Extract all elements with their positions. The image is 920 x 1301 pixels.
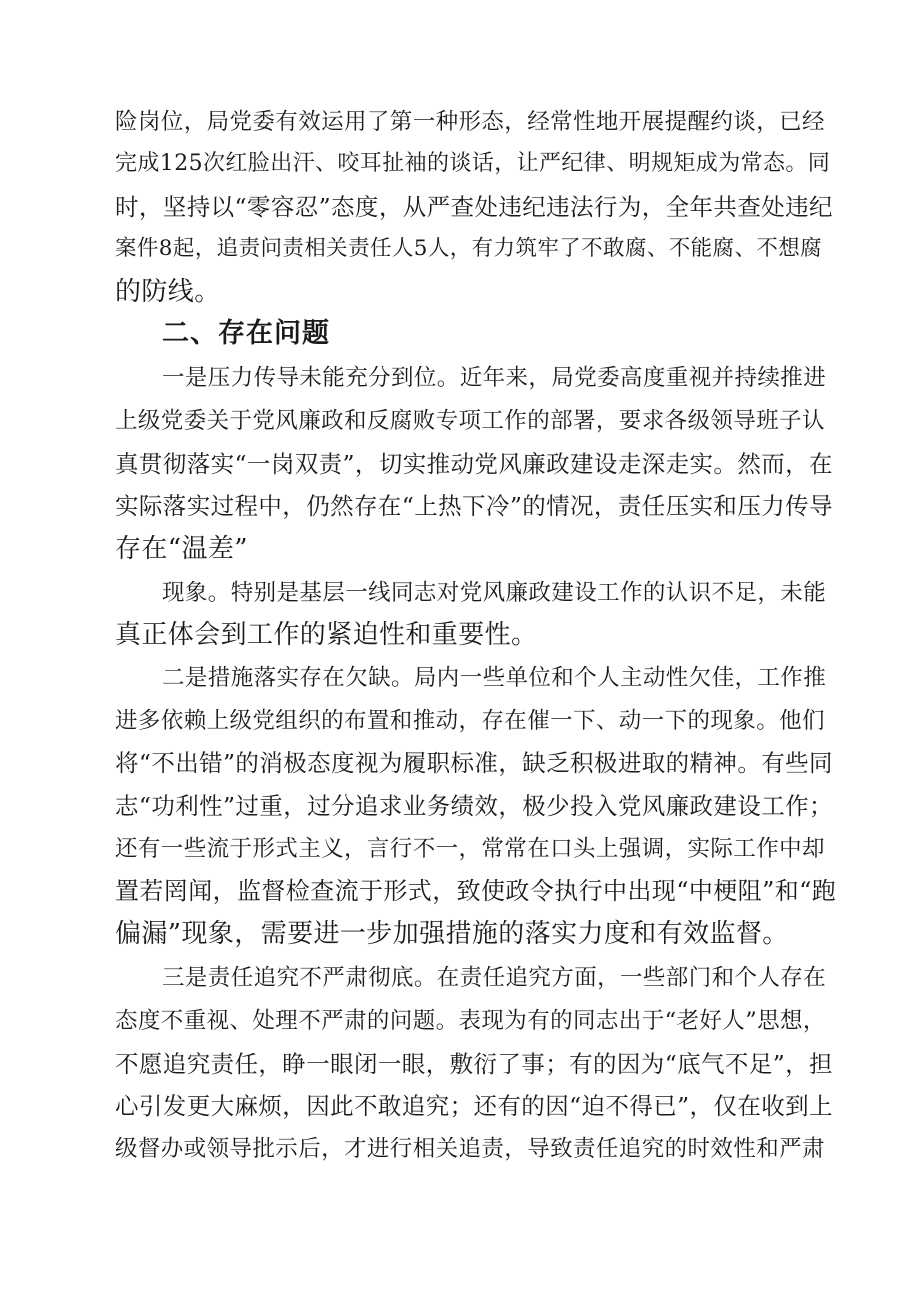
body-text-line: 存在“温差” bbox=[115, 534, 248, 564]
body-text-line: 不愿追究责任，睁一眼闭一眼，敷衍了事；有的因为“底气不足”，担 bbox=[115, 1050, 833, 1078]
body-text-line: 一是压力传导未能充分到位。近年来，局党委高度重视并持续推进 bbox=[162, 365, 827, 391]
body-text-line: 的防线。 bbox=[115, 277, 221, 307]
body-text-line: 险岗位，局党委有效运用了第一种形态，经常性地开展提醒约谈，已经 bbox=[115, 109, 825, 135]
body-text-line: 偏漏”现象，需要进一步加强措施的落实力度和有效监督。 bbox=[115, 919, 789, 949]
body-text-line: 真正体会到工作的紧迫性和重要性。 bbox=[115, 620, 538, 650]
body-text-line: 时，坚持以“零容忍”态度，从严查处违纪违法行为，全年共查处违纪 bbox=[115, 193, 833, 221]
body-text-line: 案件8起，追责问责相关责任人5人，有力筑牢了不敢腐、不能腐、不想腐 bbox=[115, 236, 823, 261]
body-text-line: 志“功利性”过重，过分追求业务绩效，极少投入党风廉政建设工作； bbox=[115, 792, 833, 820]
body-text-line: 进多依赖上级党组织的布置和推动，存在催一下、动一下的现象。他们 bbox=[115, 708, 825, 734]
section-heading: 二、存在问题 bbox=[162, 318, 330, 349]
body-text-line: 实际落实过程中，仍然存在“上热下冷”的情况，责任压实和压力传导 bbox=[115, 492, 833, 520]
body-text-line: 二是措施落实存在欠缺。局内一些单位和个人主动性欠佳，工作推 bbox=[162, 665, 827, 691]
body-text-line: 真贯彻落实“一岗双责”，切实推动党风廉政建设走深走实。然而，在 bbox=[115, 450, 833, 478]
body-text-line: 完成125次红脸出汗、咬耳扯袖的谈话，让严纪律、明规矩成为常态。同 bbox=[115, 151, 831, 176]
body-text-line: 还有一些流于形式主义，言行不一，常常在口头上强调，实际工作中却 bbox=[115, 836, 825, 862]
body-text-line: 置若罔闻，监督检查流于形式，致使政令执行中出现“中梗阻”和“跑 bbox=[115, 877, 837, 905]
body-text-line: 将“不出错”的消极态度视为履职标准，缺乏积极进取的精神。有些同 bbox=[115, 749, 833, 777]
body-text-line: 心引发更大麻烦，因此不敢追究；还有的因“迫不得已”，仅在收到上 bbox=[115, 1092, 833, 1120]
body-text-line: 上级党委关于党风廉政和反腐败专项工作的部署，要求各级领导班子认 bbox=[115, 408, 825, 434]
body-text-line: 现象。特别是基层一线同志对党风廉政建设工作的认识不足，未能 bbox=[162, 580, 827, 606]
body-text-line: 级督办或领导批示后，才进行相关追责，导致责任追究的时效性和严肃 bbox=[115, 1136, 825, 1162]
body-text-line: 三是责任追究不严肃彻底。在责任追究方面，一些部门和个人存在 bbox=[162, 965, 827, 991]
body-text-line: 态度不重视、处理不严肃的问题。表现为有的同志出于“老好人”思想， bbox=[115, 1008, 826, 1034]
